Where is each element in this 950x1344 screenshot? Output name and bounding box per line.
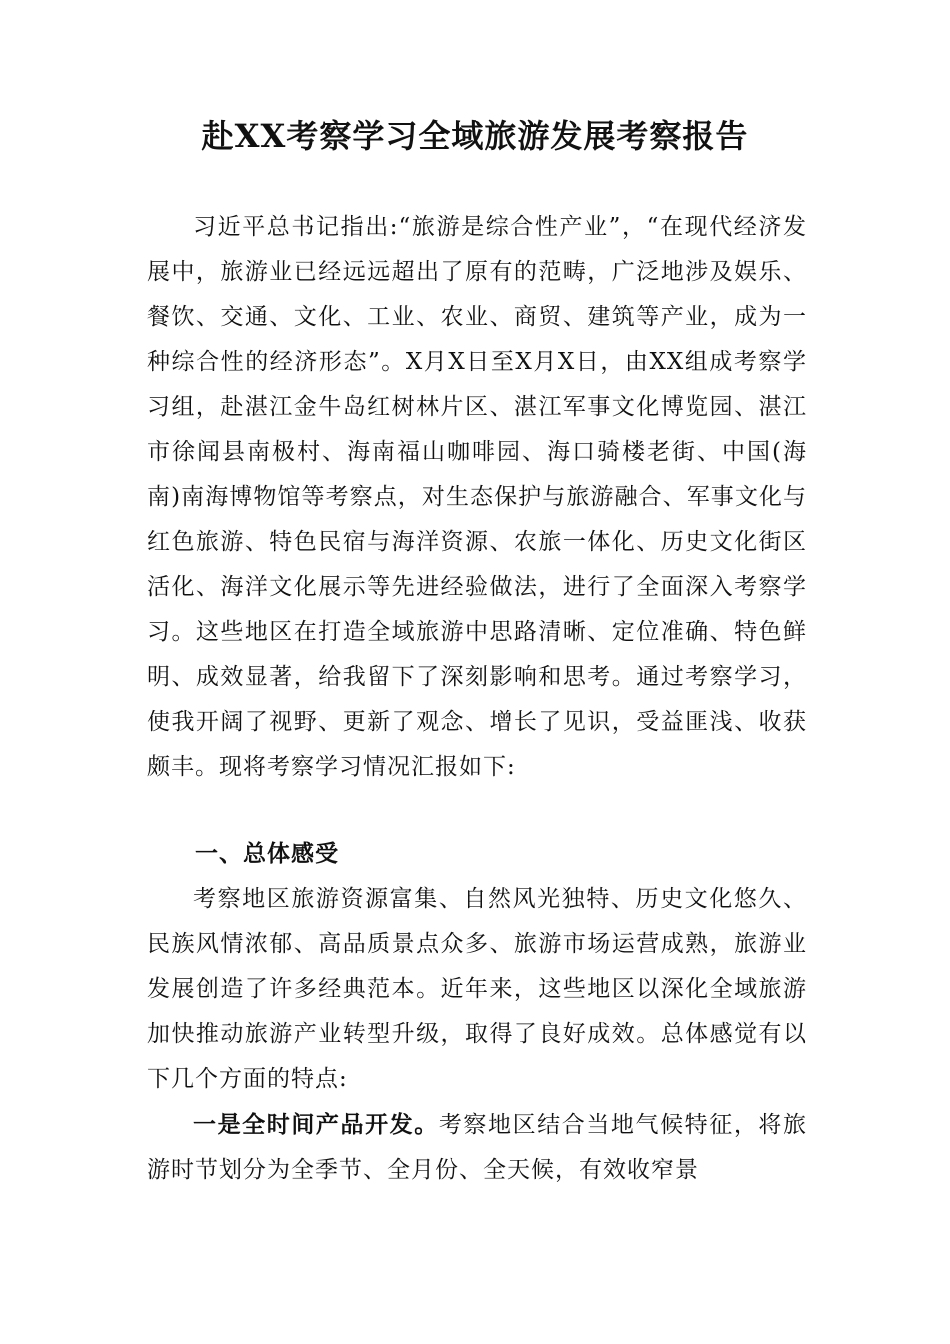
document-title: 赴XX考察学习全域旅游发展考察报告 bbox=[201, 117, 749, 155]
section-heading-overall-impression: 一、总体感受 bbox=[195, 841, 339, 867]
paragraph-overall-impression: 考察地区旅游资源富集、自然风光独特、历史文化悠久、民族风情浓郁、高品质景点众多、旅游市场运营成熟，旅游业发展创造了许多经典范本。近年来，这些地区以深化全域旅游加快推动旅游产业转型升级，取得了良好成效。总体感觉有以下几个方面的特点: bbox=[147, 886, 807, 1092]
point-one-lead: 一是全时间产品开发。 bbox=[193, 1112, 439, 1138]
paragraph-intro: 习近平总书记指出:“旅游是综合性产业”，“在现代经济发展中，旅游业已经远远超出了原有的范畴，广泛地涉及娱乐、餐饮、交通、文化、工业、农业、商贸、建筑等产业，成为一种综合性的经济形态”。X月X日至X月X日，由XX组成考察学习组，赴湛江金牛岛红树林片区、湛江军事文化博览园、湛江市徐闻县南极村、海南福山咖啡园、海口骑楼老街、中国(海南)南海博物馆等考察点，对生态保护与旅游融合、军事文化与红色旅游、特色民宿与海洋资源、农旅一体化、历史文化街区活化、海洋文化展示等先进经验做法，进行了全面深入考察学习。这些地区在打造全域旅游中思路清晰、定位准确、特色鲜明、成效显著，给我留下了深刻影响和思考。通过考察学习，使我开阔了视野、更新了观念、增长了见识，受益匪浅、收获颇丰。现将考察学习情况汇报如下: bbox=[147, 214, 807, 780]
paragraph-point-one bbox=[147, 1103, 807, 1193]
point-one-text: 考察地区结合当地气候特征，将旅游时节划分为全季节、全月份、全天候，有效收窄景 bbox=[147, 1112, 808, 1183]
